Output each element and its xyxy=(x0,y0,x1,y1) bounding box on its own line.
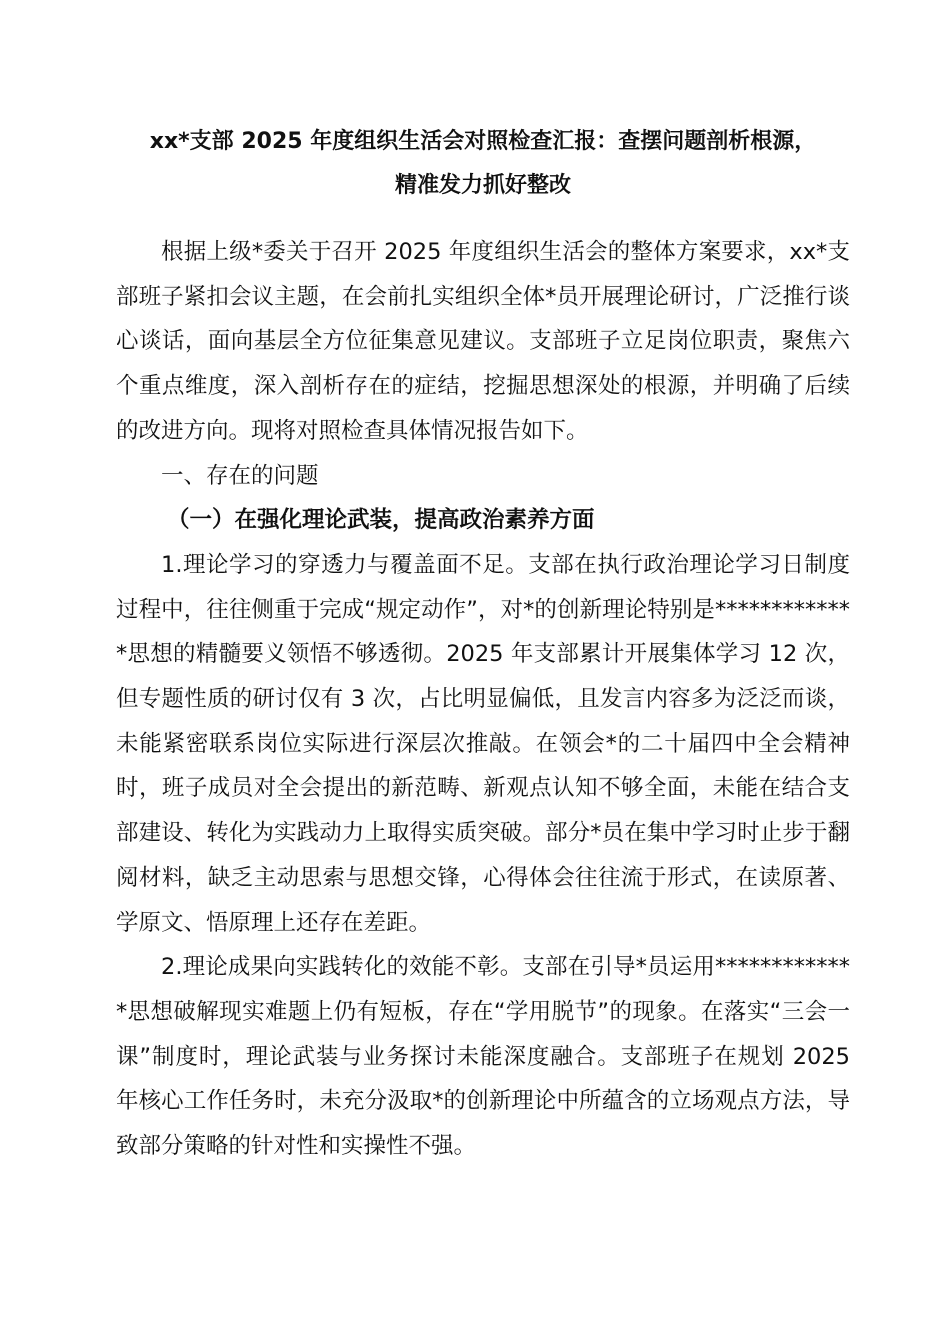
problem-item-1: 1.理论学习的穿透力与覆盖面不足。支部在执行政治理论学习日制度过程中，往往侧重于完成“规定动作”，对*的创新理论特别是*************思想的精髓要义领悟不够透彻。2025 年支部累计开展集体学习 12 次，但专题性质的研讨仅有 3 次，占比明显偏低，且发言内容多为泛泛而谈，未能紧密联系岗位实际进行深层次推敲。在领会*的二十届四中全会精神时，班子成员对全会提出的新范畴、新观点认知不够全面，未能在结合支部建设、转化为实践动力上取得实质突破。部分*员在集中学习时止步于翻阅材料，缺乏主动思索与思想交锋，心得体会往往流于形式，在读原著、学原文、悟原理上还存在差距。 xyxy=(116,551,850,936)
subsection-heading-theory: （一）在强化理论武装，提高政治素养方面 xyxy=(167,507,595,534)
problem-item-2: 2.理论成果向实践转化的效能不彰。支部在引导*员运用*************思想破解现实难题上仍有短板，存在“学用脱节”的现象。在落实“三会一课”制度时，理论武装与业务探讨未能深度融合。支部班子在规划 2025 年核心工作任务时，未充分汲取*的创新理论中所蕴含的立场观点方法，导致部分策略的针对性和实操性不强。 xyxy=(116,954,850,1160)
title-line-2: 精准发力抓好整改 xyxy=(394,173,571,198)
title-line-1: xx*支部 2025 年度组织生活会对照检查汇报：查摆问题剖析根源， xyxy=(149,129,817,154)
document-title xyxy=(116,120,850,208)
intro-paragraph: 根据上级*委关于召开 2025 年度组织生活会的整体方案要求，xx*支部班子紧扣会议主题，在会前扎实组织全体*员开展理论研讨，广泛推行谈心谈话，面向基层全方位征集意见建议。支部班子立足岗位职责，聚焦六个重点维度，深入剖析存在的症结，挖掘思想深处的根源，并明确了后续的改进方向。现将对照检查具体情况报告如下。 xyxy=(116,239,850,444)
section-heading-problems: 一、存在的问题 xyxy=(161,462,319,489)
